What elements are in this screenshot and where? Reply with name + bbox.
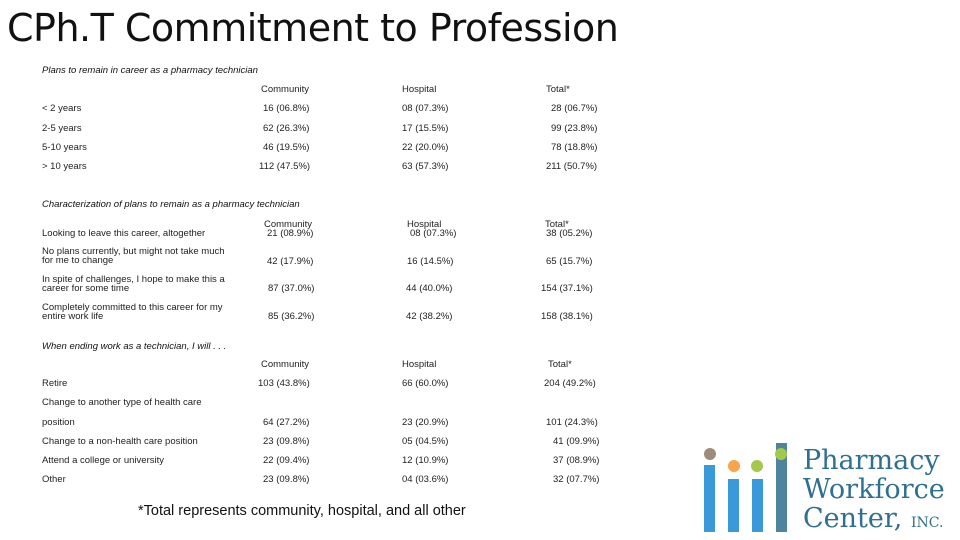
cell-hospital: 17 (15.5%) <box>402 123 449 134</box>
cell-total: 204 (49.2%) <box>544 378 596 389</box>
section3-heading: When ending work as a technician, I will . . . <box>42 341 227 352</box>
cell-total: 37 (08.9%) <box>553 455 600 466</box>
logo-line-1: Pharmacy <box>803 445 940 476</box>
cell-hospital: 63 (57.3%) <box>402 161 449 172</box>
cell-community: 62 (26.3%) <box>263 123 310 134</box>
cell-total: 38 (05.2%) <box>546 228 593 239</box>
row-label-continued: position <box>42 417 75 428</box>
col-header-hospital: Hospital <box>407 219 442 230</box>
page-title: CPh.T Commitment to Profession <box>7 6 619 50</box>
cell-total: 78 (18.8%) <box>551 142 598 153</box>
cell-community: 16 (06.8%) <box>263 103 310 114</box>
logo-mark-icon <box>700 435 800 535</box>
row-label: Retire <box>42 378 68 389</box>
cell-hospital: 05 (04.5%) <box>402 436 449 447</box>
cell-total: 99 (23.8%) <box>551 123 598 134</box>
pharmacy-workforce-center-logo <box>700 435 945 535</box>
cell-total: 101 (24.3%) <box>546 417 598 428</box>
col-header-hospital: Hospital <box>402 84 437 95</box>
row-label: Other <box>42 474 66 485</box>
cell-hospital: 12 (10.9%) <box>402 455 449 466</box>
col-header-community: Community <box>264 219 313 230</box>
row-label: Change to another type of health care <box>42 397 202 408</box>
row-label: In spite of challenges, I hope to make this a career for some time <box>42 274 225 294</box>
cell-community: 23 (09.8%) <box>263 474 310 485</box>
cell-hospital: 66 (60.0%) <box>402 378 449 389</box>
row-label: 2-5 years <box>42 123 82 134</box>
logo-inc: INC. <box>910 515 944 531</box>
cell-community: 87 (37.0%) <box>268 283 315 294</box>
row-label: < 2 years <box>42 103 82 114</box>
cell-hospital: 42 (38.2%) <box>406 311 453 322</box>
cell-community: 112 (47.5%) <box>259 161 311 172</box>
cell-hospital: 16 (14.5%) <box>407 256 454 267</box>
row-label: Looking to leave this career, altogether <box>42 228 206 239</box>
row-label: Attend a college or university <box>42 455 164 466</box>
cell-total: 158 (38.1%) <box>541 311 593 322</box>
cell-community: 22 (09.4%) <box>263 455 310 466</box>
col-header-total: Total* <box>546 84 570 95</box>
cell-total: 41 (09.9%) <box>553 436 600 447</box>
cell-hospital: 44 (40.0%) <box>406 283 453 294</box>
cell-total: 28 (06.7%) <box>551 103 598 114</box>
cell-hospital: 08 (07.3%) <box>410 228 457 239</box>
cell-total: 65 (15.7%) <box>546 256 593 267</box>
row-label: Completely committed to this career for my entire work life <box>42 302 223 322</box>
section2-heading: Characterization of plans to remain as a pharmacy technician <box>42 199 300 210</box>
footnote: *Total represents community, hospital, and all other <box>138 503 466 519</box>
row-label: 5-10 years <box>42 142 87 153</box>
logo-line-2: Workforce <box>803 474 945 505</box>
cell-community: 42 (17.9%) <box>267 256 314 267</box>
cell-total: 32 (07.7%) <box>553 474 600 485</box>
cell-total: 154 (37.1%) <box>541 283 593 294</box>
row-label: No plans currently, but might not take much for me to change <box>42 246 225 266</box>
row-label: Change to a non-health care position <box>42 436 198 447</box>
cell-community: 23 (09.8%) <box>263 436 310 447</box>
cell-total: 211 (50.7%) <box>546 161 598 172</box>
cell-community: 85 (36.2%) <box>268 311 315 322</box>
section1-heading: Plans to remain in career as a pharmacy technician <box>42 65 258 76</box>
row-label: > 10 years <box>42 161 87 172</box>
col-header-total: Total* <box>545 219 569 230</box>
cell-hospital: 22 (20.0%) <box>402 142 449 153</box>
col-header-community: Community <box>261 359 310 370</box>
col-header-hospital: Hospital <box>402 359 437 370</box>
cell-community: 64 (27.2%) <box>263 417 310 428</box>
cell-community: 103 (43.8%) <box>258 378 310 389</box>
cell-community: 21 (08.9%) <box>267 228 314 239</box>
logo-line-3: Center, <box>803 503 903 534</box>
col-header-total: Total* <box>548 359 572 370</box>
cell-hospital: 04 (03.6%) <box>402 474 449 485</box>
cell-hospital: 23 (20.9%) <box>402 417 449 428</box>
cell-hospital: 08 (07.3%) <box>402 103 449 114</box>
col-header-community: Community <box>261 84 310 95</box>
cell-community: 46 (19.5%) <box>263 142 310 153</box>
